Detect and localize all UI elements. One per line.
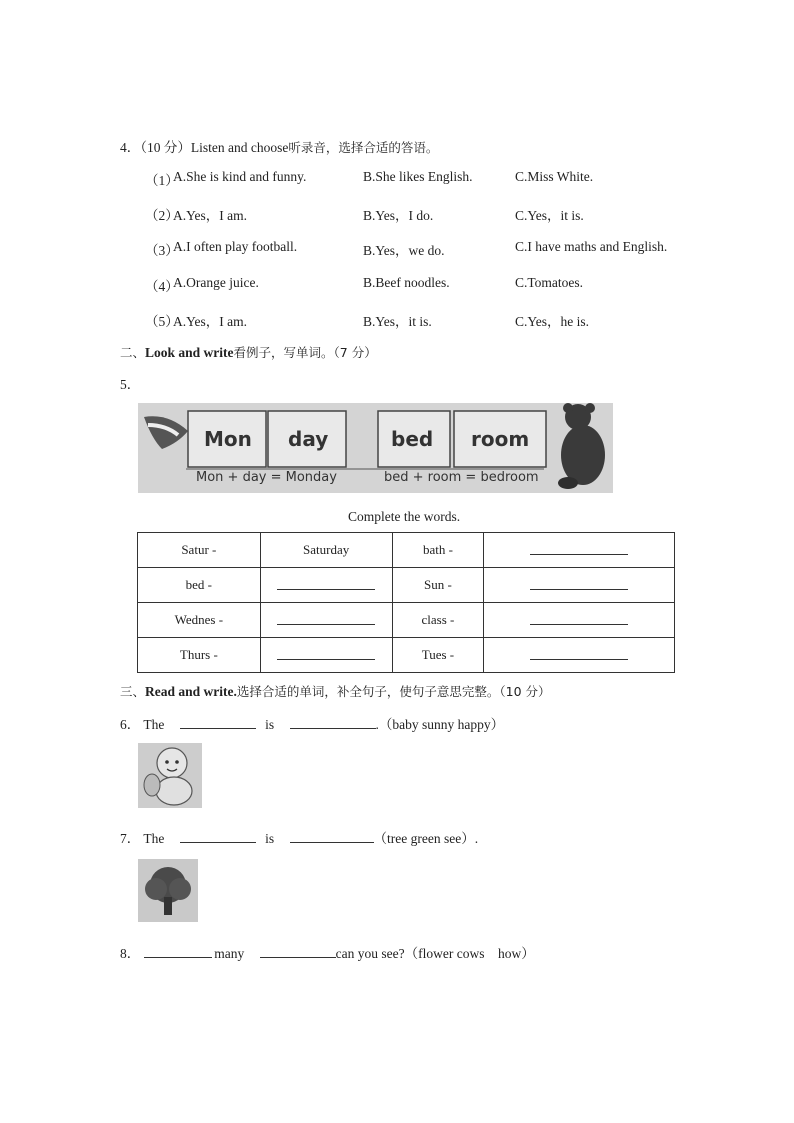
option-b[interactable]: B.Yes，we do. (363, 243, 445, 258)
prefix-cell: Tues - (392, 638, 484, 673)
option-c[interactable]: C.Yes，it is. (515, 208, 584, 223)
option-a[interactable]: A.Yes，I am. (173, 314, 248, 329)
option-a[interactable]: A.Orange juice. (173, 275, 259, 290)
option-b[interactable]: B.Yes，it is. (363, 314, 432, 329)
example-image (138, 403, 613, 493)
example-word-mon: Mon (204, 427, 252, 451)
answer-cell[interactable] (484, 533, 675, 568)
option-c[interactable]: C.I have maths and English. (515, 239, 668, 254)
prefix-cell: Satur - (138, 533, 261, 568)
answer-cell[interactable] (260, 638, 392, 673)
q6-sentence: 6． The is .（baby sunny happy） (120, 717, 505, 732)
table-row (138, 568, 675, 603)
answer-blank[interactable] (530, 542, 628, 555)
answer-cell: Saturday (260, 533, 392, 568)
answer-blank[interactable] (290, 716, 376, 729)
option-c[interactable]: C.Miss White. (515, 169, 594, 184)
answer-blank[interactable] (277, 647, 375, 660)
answer-cell[interactable] (484, 603, 675, 638)
example-equation-2: bed + room = bedroom (384, 470, 539, 485)
answer-blank[interactable] (144, 945, 212, 958)
tree-image (138, 859, 198, 922)
answer-blank[interactable] (277, 577, 375, 590)
answer-cell[interactable] (484, 568, 675, 603)
table-row (138, 638, 675, 673)
section-2-heading: 二、Look and write看例子，写单词。（7 分） (120, 345, 377, 360)
complete-words-table (137, 532, 675, 673)
answer-blank[interactable] (180, 830, 256, 843)
baby-image (138, 743, 202, 808)
answer-blank[interactable] (530, 647, 628, 660)
answer-cell[interactable] (484, 638, 675, 673)
option-c[interactable]: C.Yes，he is. (515, 314, 590, 329)
answer-cell[interactable] (260, 568, 392, 603)
answer-blank[interactable] (530, 577, 628, 590)
example-word-room: room (471, 427, 530, 451)
example-equation-1: Mon + day = Monday (196, 470, 337, 485)
q4-heading: 4．（10 分）Listen and choose听录音，选择合适的答语。 (120, 140, 439, 155)
section-3-heading: 三、Read and write.选择合适的单词，补全句子，使句子意思完整。（10 分） (120, 684, 551, 699)
option-b[interactable]: B.Beef noodles. (363, 275, 450, 290)
prefix-cell: Wednes - (138, 603, 261, 638)
item-number: （4） (145, 279, 179, 294)
item-number: （3） (145, 243, 179, 258)
answer-blank[interactable] (530, 612, 628, 625)
prefix-cell: bed - (138, 568, 261, 603)
prefix-cell: class - (392, 603, 484, 638)
answer-blank[interactable] (180, 716, 256, 729)
prefix-cell: Thurs - (138, 638, 261, 673)
option-b[interactable]: B.She likes English. (363, 169, 473, 184)
answer-blank[interactable] (290, 830, 374, 843)
table-row (138, 603, 675, 638)
answer-blank[interactable] (260, 945, 336, 958)
prefix-cell: bath - (392, 533, 484, 568)
option-c[interactable]: C.Tomatoes. (515, 275, 584, 290)
q8-sentence: 8． many can you see?（flower cows how） (120, 946, 535, 961)
answer-cell[interactable] (260, 603, 392, 638)
option-a[interactable]: A.Yes，I am. (173, 208, 248, 223)
option-a[interactable]: A.I often play football. (173, 239, 298, 254)
q5-number: 5． (120, 377, 141, 392)
item-number: （2） (145, 208, 179, 223)
table-row (138, 533, 675, 568)
tree-illustration (138, 859, 198, 922)
answer-blank[interactable] (277, 612, 375, 625)
baby-illustration (138, 743, 202, 808)
option-b[interactable]: B.Yes，I do. (363, 208, 434, 223)
table-caption: Complete the words. (348, 509, 461, 524)
q7-sentence: 7． The is （tree green see）. (120, 831, 479, 846)
example-word-bed: bed (391, 427, 434, 451)
option-a[interactable]: A.She is kind and funny. (173, 169, 307, 184)
item-number: （1） (145, 173, 179, 188)
example-word-day: day (288, 427, 329, 451)
item-number: （5） (145, 314, 179, 329)
prefix-cell: Sun - (392, 568, 484, 603)
